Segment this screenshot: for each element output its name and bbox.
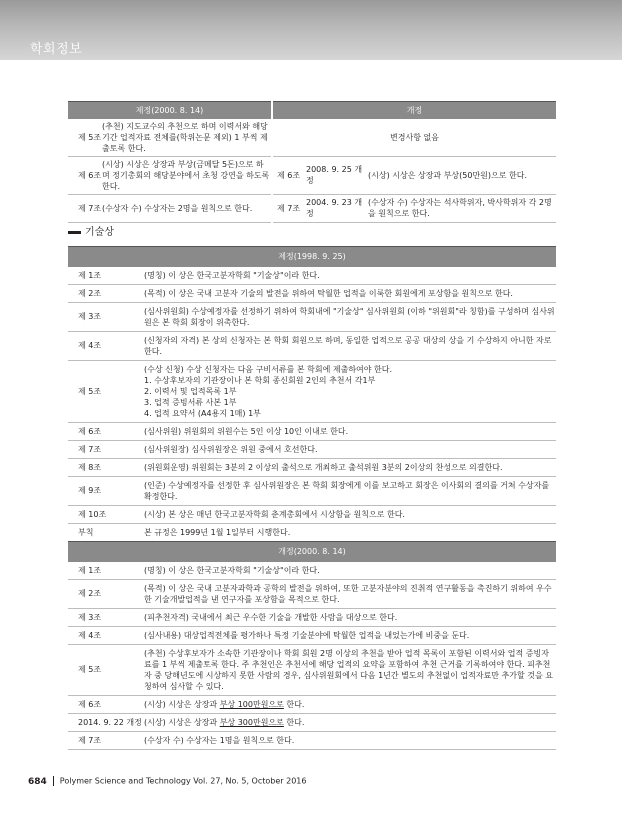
table-technology-award-rules [68,246,556,542]
table-row [68,713,556,731]
article-label: 제 5조 [68,360,144,422]
article-text: (추천) 지도교수의 추천으로 하며 이력서와 해당기간 업적자료 전체를(학위논문 제외) 1 부씩 제출토록 한다. [102,119,272,157]
table-row [68,695,556,713]
article-label: 제 6조 [272,156,306,194]
table-amendments-previous [68,101,556,223]
article-text: (심사위원) 위원회의 위원수는 5인 이상 10인 이내로 한다. [144,422,556,440]
table-row [68,302,556,331]
article-line: 1. 수상후보자의 기관장이나 본 학회 종신회원 2인의 추천서 각1부 [144,375,376,385]
section-title: 기술상 [85,227,114,238]
table-row [68,440,556,458]
table-row [68,562,556,580]
article-label: 제 6조 [68,422,144,440]
footer-divider [53,776,54,786]
section-heading [68,223,114,238]
article-text: (수상자 수) 수상자는 1명을 원칙으로 한다. [144,731,556,749]
article-label: 제 6조 [68,156,102,194]
article-text: (피추천자격) 국내에서 최근 우수한 기술을 개발한 사람을 대상으로 한다. [144,608,556,626]
article-label: 제 4조 [68,331,144,360]
table-row [68,608,556,626]
table-technology-award-revision [68,541,556,750]
underlined-amount: 부상 300만원으로 [219,717,284,727]
table-row [68,626,556,644]
article-label: 제 7조 [272,194,306,222]
article-label: 제 3조 [68,608,144,626]
article-text: (시상) 시상은 상장과 부상(금메달 5돈)으로 하며 정기총회의 해당분야에서 초청 강연을 하도록 한다. [102,156,272,194]
article-label: 제 7조 [68,194,102,222]
text-part: 한다. [283,717,305,727]
article-text [144,360,556,422]
article-label: 부칙 [68,523,144,541]
article-label: 제 7조 [68,440,144,458]
article-label: 제 2조 [68,284,144,302]
article-line: 3. 업적 증빙서류 사본 1부 [144,397,237,407]
article-label: 제 1조 [68,562,144,580]
article-text [144,713,556,731]
article-text: (심사위원장) 심사위원장은 위원 중에서 호선한다. [144,440,556,458]
article-line: 2. 이력서 및 업적목록 1부 [144,386,237,396]
article-text: (목적) 이 상은 국내 고분자과학과 공학의 발전을 위하여, 또한 고분자분야의 진취적 연구활동을 촉진하기 위하여 우수한 기술개발업적을 낸 연구자를 포상함을 목적으로 한다. [144,579,556,608]
table-header: 제정(1998. 9. 25) [68,247,556,267]
table-row [68,360,556,422]
table-row [68,523,556,541]
table-row [68,156,556,194]
table-row [68,284,556,302]
article-text: (인준) 수상예정자를 선정한 후 심사위원장은 본 학회 회장에게 이를 보고하고 회장은 이사회의 결의를 거쳐 수상자를 확정한다. [144,476,556,505]
table-row [68,644,556,695]
article-text: (수상자 수) 수상자는 2명을 원칙으로 한다. [102,194,272,222]
table-row [68,505,556,523]
article-text: (추천) 수상후보자가 소속한 기관장이나 학회 회원 2명 이상의 추천을 받아 업적 목록이 포함된 이력서와 업적 증빙자료를 1 부씩 제출토록 한다. 주 추천인은 추천서에 해당 업적의 요약을 포함하여 추천 근거를 기록하여야 한다. 피추천자 중 당해년도에 시상하지 못한 사람의 경우, 심사위원회에서 다음 1년간 별도의 추천없이 업적자료만 추가할 것을 요청하여 심사할 수 있다. [144,644,556,695]
table-row [68,331,556,360]
article-text: (신청자의 자격) 본 상의 신청자는 본 학회 회원으로 하며, 동일한 업적으로 공공 대상의 상을 기 수상하지 아니한 자로 한다. [144,331,556,360]
article-label: 제 5조 [68,119,102,157]
article-text: (심사내용) 대상업적전체를 평가하나 특정 기술분야에 탁월한 업적을 내었는가에 비중을 둔다. [144,626,556,644]
article-note: 변경사항 없음 [272,119,556,157]
article-label: 제 3조 [68,302,144,331]
table-row [68,422,556,440]
table-row [68,731,556,749]
text-part: (시상) 시상은 상장과 [144,699,220,709]
table-header-left: 제정(2000. 8. 14) [68,102,272,119]
article-label: 제 4조 [68,626,144,644]
page-footer [28,776,306,787]
article-label: 제 9조 [68,476,144,505]
table-header: 개정(2000. 8. 14) [68,542,556,562]
article-text: (목적) 이 상은 국내 고분자 기술의 발전을 위하여 탁월한 업적을 이룩한 회원에게 포상함을 원칙으로 한다. [144,284,556,302]
article-text: (시상) 시상은 상장과 부상(50만원)으로 한다. [368,156,556,194]
revision-date: 2008. 9. 25 개정 [306,156,368,194]
text-part: 한다. [283,699,305,709]
article-text: (심사위원회) 수상예정자를 선정하기 위하여 학회내에 "기술상" 심사위원회 (이하 "위원회"라 칭함)를 구성하며 심사위원은 본 학회 회장이 위촉한다. [144,302,556,331]
page-number: 684 [28,776,47,787]
article-label: 2014. 9. 22 개정 [68,713,144,731]
article-text: (위원회운영) 위원회는 3분의 2 이상의 출석으로 개최하고 출석위원 3분의 2이상의 찬성으로 의결한다. [144,458,556,476]
table-row [68,476,556,505]
table-row [68,458,556,476]
article-line: (수상 신청) 수상 신청자는 다음 구비서류를 본 학회에 제출하여야 한다. [144,364,393,374]
article-label: 제 7조 [68,731,144,749]
article-text: (시상) 본 상은 매년 한국고분자학회 춘계총회에서 시상함을 원칙으로 한다. [144,505,556,523]
table-row [68,194,556,222]
article-label: 제 2조 [68,579,144,608]
journal-citation: Polymer Science and Technology Vol. 27, No. 5, October 2016 [59,776,307,786]
article-label: 제 8조 [68,458,144,476]
article-text: (명칭) 이 상은 한국고분자학회 "기술상"이라 한다. [144,267,556,285]
article-label: 제 5조 [68,644,144,695]
table-header-right: 개정 [272,102,556,119]
revision-date: 2004. 9. 23 개정 [306,194,368,222]
text-part: (시상) 시상은 상장과 [144,717,220,727]
article-label: 제 10조 [68,505,144,523]
section-header-title: 학회정보 [30,42,83,57]
header-banner [0,0,622,60]
article-text: (명칭) 이 상은 한국고분자학회 "기술상"이라 한다. [144,562,556,580]
section-bar-icon [68,231,81,234]
article-text: 본 규정은 1999년 1월 1일부터 시행한다. [144,523,556,541]
article-line: 4. 업적 요약서 (A4용지 1매) 1부 [144,408,261,418]
underlined-amount: 부상 100만원으로 [219,699,284,709]
article-text [144,695,556,713]
article-label: 제 1조 [68,267,144,285]
table-row [68,119,556,157]
table-row [68,267,556,285]
article-label: 제 6조 [68,695,144,713]
table-row [68,579,556,608]
article-text: (수상자 수) 수상자는 석사학위자, 박사학위자 각 2명을 원칙으로 한다. [368,194,556,222]
